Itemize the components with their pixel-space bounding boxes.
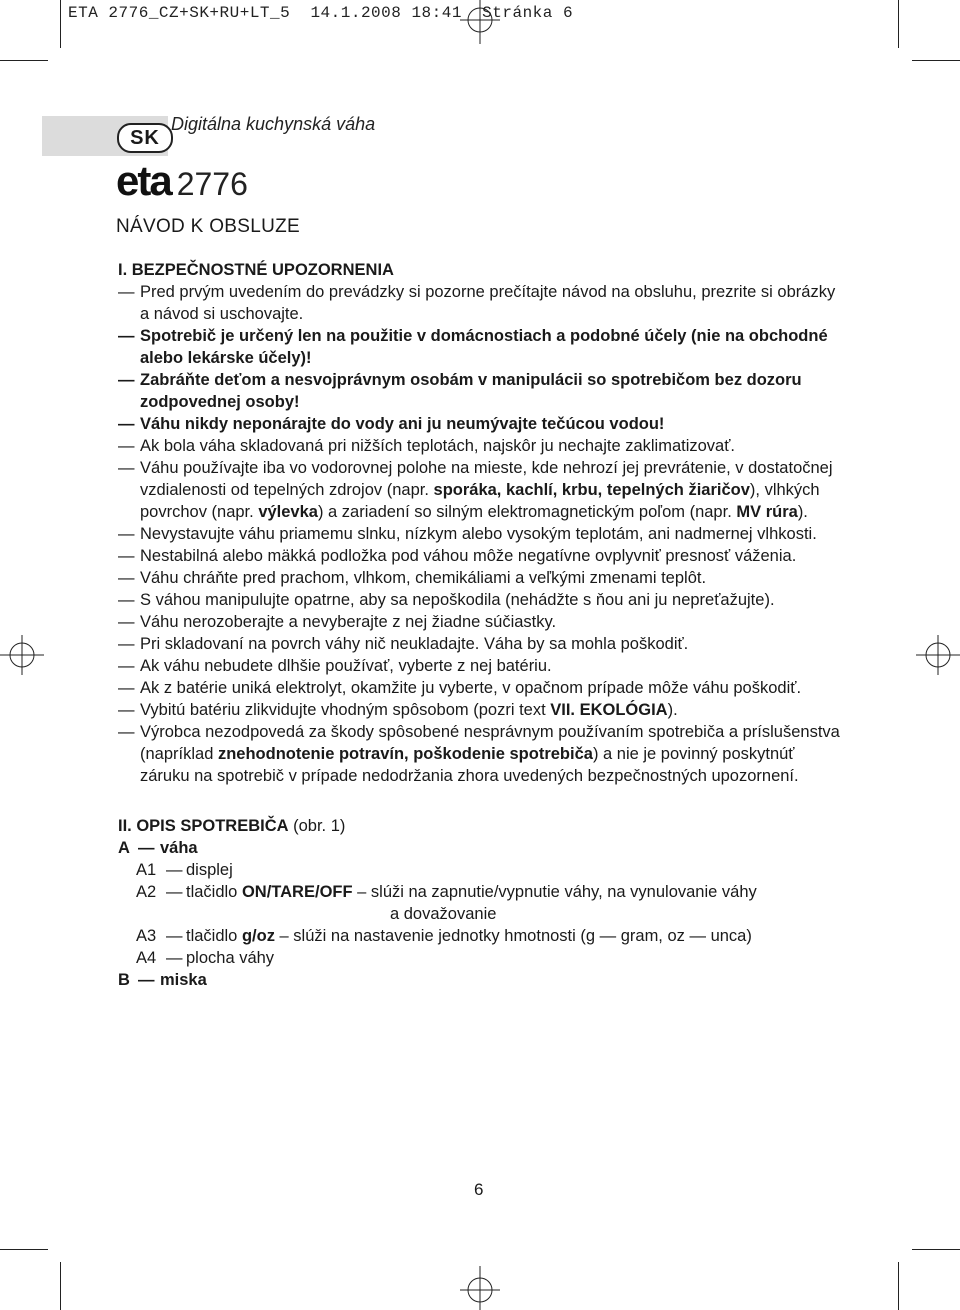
crop-mark — [60, 0, 61, 48]
safety-item — [118, 545, 848, 567]
safety-item — [118, 589, 848, 611]
safety-item — [118, 435, 848, 457]
language-badge: SK — [117, 123, 173, 153]
part-name — [186, 925, 752, 947]
item-dash: — — [118, 591, 135, 609]
part-label: B — [118, 971, 130, 989]
item-dash: — — [118, 635, 135, 653]
safety-item — [118, 325, 848, 369]
item-text: ) a nie je povinný poskytnúť záruku na spotrebič v prípade nedodržania zhora uvedených bezpečnostných upozornení. — [140, 745, 799, 785]
item-dash: — — [118, 371, 135, 389]
item-dash: — — [118, 569, 135, 587]
item-dash: — — [118, 613, 135, 631]
part-name: displej — [186, 861, 233, 879]
manual-content — [118, 259, 848, 991]
product-subtitle: Digitálna kuchynská váha — [171, 114, 376, 134]
item-dash: — — [118, 415, 135, 433]
item-text: ) a zariadení so silným elektromagnetickým poľom (napr. — [317, 503, 737, 521]
registration-mark-icon — [0, 630, 44, 680]
part-code: A3 — [136, 927, 157, 945]
print-header: ETA 2776_CZ+SK+RU+LT_5 14.1.2008 18:41 Stránka 6 — [68, 4, 574, 22]
item-text: Ak váhu nebudete dlhšie používať, vyberte z nej batériu. — [140, 657, 552, 675]
safety-item — [118, 523, 848, 545]
part-dash: — — [166, 883, 183, 901]
brand-logo: eta — [116, 157, 171, 204]
section-title: I. BEZPEČNOSTNÉ UPOZORNENIA — [118, 261, 394, 279]
item-text: ), vlhkých povrchov (napr. — [140, 481, 820, 521]
part-code: A1 — [136, 861, 157, 879]
registration-mark-icon — [455, 0, 505, 44]
item-text: Pri skladovaní na povrch váhy nič neukladajte. Váha by sa mohla poškodiť. — [140, 635, 689, 653]
safety-item — [118, 699, 848, 721]
item-text: Ak bola váha skladovaná pri nižších teplotách, najskôr ju nechajte zaklimatizovať. — [140, 437, 736, 455]
item-dash: — — [118, 701, 135, 719]
registration-mark-icon — [455, 1266, 505, 1310]
item-text: Výrobca nezodpovedá za škody spôsobené nesprávnym používaním spotrebiča a príslušenstva (napríklad — [140, 723, 840, 763]
item-dash: — — [118, 723, 135, 741]
crop-mark — [60, 1262, 61, 1310]
item-text: Ak z batérie uniká elektrolyt, okamžite ju vyberte, v opačnom prípade môže váhu poškodiť. — [140, 679, 802, 697]
item-emphasis: znehodnotenie potravín, poškodenie spotrebiča — [217, 745, 593, 763]
item-dash: — — [118, 547, 135, 565]
part-dash: — — [166, 949, 183, 967]
part-label: A — [118, 839, 130, 857]
part-name — [186, 881, 757, 903]
item-text: S váhou manipulujte opatrne, aby sa nepoškodila (nehádžte s ňou ani ju nepreťažujte). — [140, 591, 775, 609]
part-button-name: g/oz — [241, 927, 275, 945]
safety-item — [118, 281, 848, 325]
part-dash: — — [166, 861, 183, 879]
crop-mark — [912, 1249, 960, 1250]
crop-mark — [898, 0, 899, 48]
part-name: miska — [160, 971, 207, 989]
item-text: Nestabilná alebo mäkká podložka pod váhou môže negatívne ovplyvniť presnosť váženia. — [140, 547, 797, 565]
safety-item — [118, 369, 848, 413]
item-dash: — — [118, 283, 135, 301]
part-button-name: ON/TARE/OFF — [241, 883, 353, 901]
part-dash: — — [138, 971, 155, 989]
part-row — [118, 969, 848, 991]
item-dash: — — [118, 679, 135, 697]
item-text: ). — [797, 503, 808, 521]
safety-item — [118, 721, 848, 787]
manual-title: NÁVOD K OBSLUZE — [116, 216, 300, 237]
safety-item — [118, 655, 848, 677]
part-text: a dovažovanie — [390, 905, 497, 923]
item-text: Spotrebič je určený len na použitie v domácnostiach a podobné účely (nie na obchodné alebo lekárske účely)! — [140, 327, 828, 367]
part-text: – slúži na zapnutie/vypnutie váhy, na vynulovanie váhy — [352, 883, 757, 901]
crop-mark — [0, 60, 48, 61]
page-number: 6 — [474, 1180, 484, 1199]
item-emphasis: VII. EKOLÓGIA — [550, 701, 668, 719]
part-row — [118, 947, 848, 969]
part-dash: — — [138, 839, 155, 857]
item-dash: — — [118, 525, 135, 543]
item-text: Nevystavujte váhu priamemu slnku, nízkym alebo vysokým teplotám, ani nadmernej vlhkosti. — [140, 525, 817, 543]
crop-mark — [898, 1262, 899, 1310]
item-dash: — — [118, 327, 135, 345]
model-number: 2776 — [176, 166, 248, 202]
item-emphasis: sporáka, kachlí, krbu, tepelných žiaričov — [433, 481, 750, 499]
part-row — [118, 859, 848, 881]
part-text: tlačidlo — [186, 883, 242, 901]
safety-item — [118, 677, 848, 699]
safety-item — [118, 457, 848, 523]
section-title-note: (obr. 1) — [288, 817, 346, 835]
section-title — [118, 815, 848, 837]
part-text: – slúži na nastavenie jednotky hmotnosti (g — gram, oz — unca) — [274, 927, 752, 945]
safety-item — [118, 567, 848, 589]
part-row — [118, 925, 848, 947]
brand-block — [116, 157, 248, 204]
item-text: ). — [667, 701, 678, 719]
part-name: váha — [160, 839, 198, 857]
item-text: Pred prvým uvedením do prevádzky si pozorne prečítajte návod na obsluhu, prezrite si obrázky a návod si uschovajte. — [140, 283, 836, 323]
registration-mark-icon — [916, 630, 960, 680]
safety-item — [118, 413, 848, 435]
part-name: plocha váhy — [186, 949, 275, 967]
item-dash: — — [118, 459, 135, 477]
section-title-main: II. OPIS SPOTREBIČA — [118, 817, 289, 835]
item-emphasis: výlevka — [258, 503, 318, 521]
part-text: tlačidlo — [186, 927, 242, 945]
part-code: A2 — [136, 883, 157, 901]
safety-item — [118, 633, 848, 655]
part-row — [118, 881, 848, 903]
item-dash: — — [118, 437, 135, 455]
part-row — [118, 837, 848, 859]
item-text: Zabráňte deťom a nesvojprávnym osobám v manipulácii so spotrebičom bez dozoru zodpovednej osoby! — [140, 371, 802, 411]
item-text: Váhu nerozoberajte a nevyberajte z nej žiadne súčiastky. — [140, 613, 557, 631]
item-dash: — — [118, 657, 135, 675]
item-text: Váhu nikdy neponárajte do vody ani ju neumývajte tečúcou vodou! — [140, 415, 665, 433]
crop-mark — [912, 60, 960, 61]
part-row — [118, 903, 848, 925]
item-text: Vybitú batériu zlikvidujte vhodným spôsobom (pozri text — [140, 701, 551, 719]
part-dash: — — [166, 927, 183, 945]
item-text: Váhu chráňte pred prachom, vlhkom, chemikáliami a veľkými zmenami teplôt. — [140, 569, 707, 587]
item-text: Váhu používajte iba vo vodorovnej polohe na mieste, kde nehrozí jej prevrátenie, v dostatočnej vzdialenosti od tepelných zdrojov (napr. — [140, 459, 833, 499]
safety-item — [118, 611, 848, 633]
item-emphasis: MV rúra — [736, 503, 798, 521]
part-code: A4 — [136, 949, 157, 967]
crop-mark — [0, 1249, 48, 1250]
